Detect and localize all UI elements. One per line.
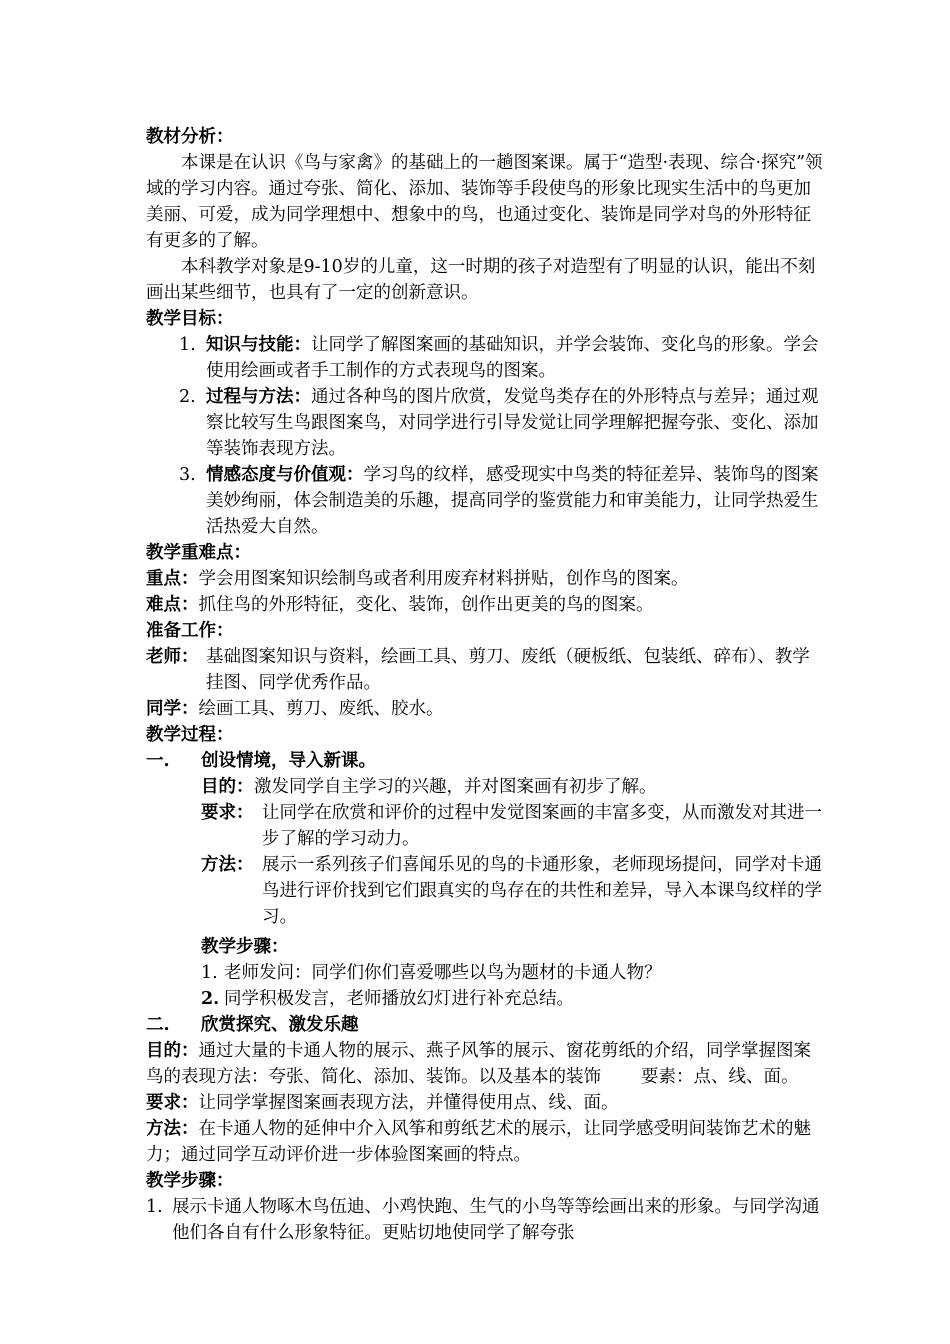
part-title: 欣赏探究、激发乐趣 (201, 1015, 359, 1035)
teacher-prep (146, 644, 826, 696)
list-number: 1. (179, 335, 196, 355)
teacher-label: 老师： (146, 647, 199, 667)
part-heading (146, 1012, 826, 1038)
requirement-label: 要求： (201, 803, 254, 823)
teacher-text: 基础图案知识与资料，绘画工具、剪刀、废纸（硬板纸、包装纸、碎布）、教学挂图、同学优秀作品。 (206, 647, 810, 693)
step-text: 展示卡通人物啄木鸟伍迪、小鸡快跑、生气的小鸟等等绘画出来的形象。与同学沟通他们各自有什么形象特征。更贴切地使同学了解夸张 (172, 1197, 820, 1243)
part1-method (146, 852, 826, 930)
section-heading-preparation: 准备工作： (146, 621, 234, 641)
step-text: 老师发问：同学们你们喜爱哪些以鸟为题材的卡通人物？ (224, 963, 662, 983)
goal-label: 目的： (201, 777, 254, 797)
part-number: 二. (146, 1015, 170, 1035)
part1-requirement (146, 800, 826, 852)
goal-text: 激发同学自主学习的兴趣，并对图案画有初步了解。 (254, 777, 657, 797)
step-item (146, 960, 826, 986)
step-number: 1. (146, 1197, 163, 1217)
steps-heading: 教学步骤： (146, 1171, 234, 1191)
method-label: 方法： (201, 855, 254, 875)
step-item (146, 986, 826, 1012)
list-item (146, 332, 826, 384)
goal-text: 通过大量的卡通人物的展示、燕子风筝的展示、窗花剪纸的介绍，同学掌握图案鸟的表现方法：夸张、简化、添加、装饰。以及基本的装饰 (146, 1041, 811, 1087)
step-item (146, 1194, 826, 1246)
part2-requirement (146, 1090, 826, 1116)
requirement-text: 让同学掌握图案画表现方法，并懂得使用点、线、面。 (198, 1093, 619, 1113)
requirement-label: 要求： (146, 1093, 199, 1113)
list-item (146, 462, 826, 540)
student-prep (146, 696, 826, 722)
requirement-text: 让同学在欣赏和评价的过程中发觉图案画的丰富多变，从而激发对其进一步了解的学习动力。 (262, 803, 822, 849)
steps-heading: 教学步骤： (201, 937, 289, 957)
item-text: 通过各种鸟的图片欣赏，发觉鸟类存在的外形特点与差异；通过观察比较写生鸟跟图案鸟，对同学进行引导发觉让同学理解把握夸张、变化、添加等装饰表现方法。 (206, 387, 819, 459)
part-heading (146, 748, 826, 774)
section-heading-teaching-goals: 教学目标： (146, 309, 234, 329)
item-label: 知识与技能： (206, 335, 311, 355)
part2-method (146, 1116, 826, 1168)
step-number: 1. (201, 963, 218, 983)
difficult-text: 抓住鸟的外形特征，变化、装饰，创作出更美的鸟的图案。 (198, 595, 654, 615)
difficult-point (146, 592, 826, 618)
student-label: 同学： (146, 699, 199, 719)
goal-label: 目的： (146, 1041, 199, 1061)
goal-text-cont: 要素：点、线、面。 (641, 1067, 799, 1087)
method-text: 展示一系列孩子们喜闻乐见的鸟的卡通形象，老师现场提问，同学对卡通鸟进行评价找到它们跟真实的鸟存在的共性和差异，导入本课鸟纹样的学习。 (262, 855, 822, 927)
method-text: 在卡通人物的延伸中介入风筝和剪纸艺术的展示，让同学感受明间装饰艺术的魅力；通过同学互动评价进一步体验图案画的特点。 (146, 1119, 811, 1165)
document-page (146, 124, 826, 1246)
method-label: 方法： (146, 1119, 199, 1139)
section-heading-key-points: 教学重难点： (146, 543, 251, 563)
section-heading-material-analysis: 教材分析： (146, 127, 234, 147)
difficult-label: 难点： (146, 595, 199, 615)
item-text: 让同学了解图案画的基础知识，并学会装饰、变化鸟的形象。学会使用绘画或者手工制作的方式表现鸟的图案。 (206, 335, 819, 381)
step-text: 同学积极发言，老师播放幻灯进行补充总结。 (224, 989, 574, 1009)
item-label: 过程与方法： (206, 387, 311, 407)
part1-goal (146, 774, 826, 800)
part-title: 创设情境，导入新课。 (201, 751, 376, 771)
paragraph: 本科教学对象是9-10岁的儿童，这一时期的孩子对造型有了明显的认识，能出不刻画出某些细节，也具有了一定的创新意识。 (146, 257, 816, 303)
list-number: 2. (179, 387, 196, 407)
section-heading-process: 教学过程： (146, 725, 234, 745)
item-text: 学习鸟的纹样，感受现实中鸟类的特征差异、装饰鸟的图案美妙绚丽，体会制造美的乐趣，提高同学的鉴赏能力和审美能力，让同学热爱生活热爱大自然。 (206, 465, 819, 537)
part2-goal (146, 1038, 826, 1090)
list-number: 3. (179, 465, 196, 485)
item-label: 情感态度与价值观： (206, 465, 364, 485)
key-text: 学会用图案知识绘制鸟或者利用废弃材料拼贴，创作鸟的图案。 (198, 569, 689, 589)
key-point (146, 566, 826, 592)
student-text: 绘画工具、剪刀、废纸、胶水。 (198, 699, 444, 719)
part-number: 一. (146, 751, 170, 771)
list-item (146, 384, 826, 462)
paragraph: 本课是在认识《鸟与家禽》的基础上的一趟图案课。属于“造型·表现、综合·探究”领域的学习内容。通过夸张、简化、添加、装饰等手段使鸟的形象比现实生活中的鸟更加美丽、可爱，成为同学理想中、想象中的鸟，也通过变化、装饰是同学对鸟的外形特征有更多的了解。 (146, 153, 823, 251)
step-number: 2. (201, 989, 220, 1009)
key-label: 重点： (146, 569, 199, 589)
